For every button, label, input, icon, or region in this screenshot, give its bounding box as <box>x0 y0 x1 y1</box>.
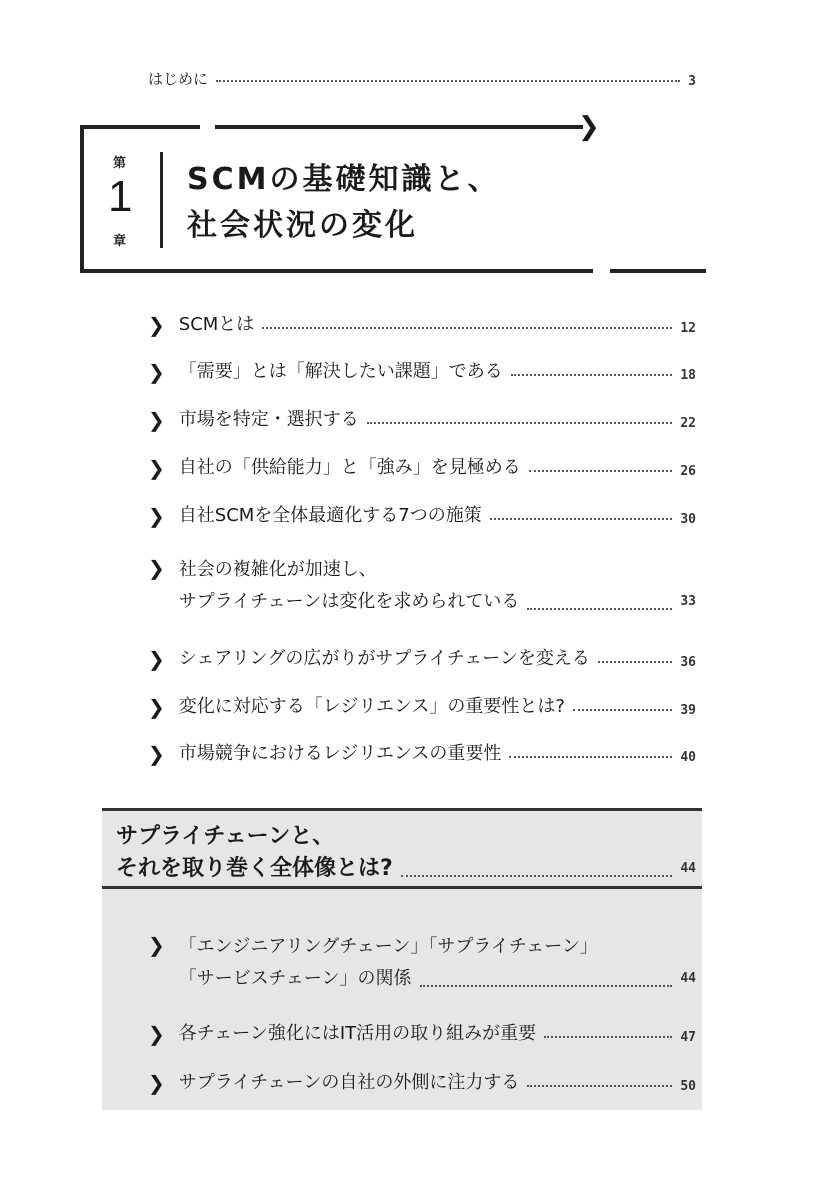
dot-leader <box>509 756 672 758</box>
toc-entry[interactable] <box>148 555 696 617</box>
toc-entry[interactable] <box>148 310 696 336</box>
entry-page-number: 47 <box>680 1030 696 1045</box>
chevron-right-icon: ❯ <box>148 456 165 480</box>
toc-entry[interactable] <box>148 692 696 718</box>
entry-title: 市場を特定・選択する <box>178 409 359 430</box>
entry-title: 自社SCMを全体最適化する7つの施策 <box>178 505 482 526</box>
section-page-number: 44 <box>680 861 696 876</box>
toc-entry[interactable] <box>148 405 696 431</box>
toc-entry[interactable] <box>148 739 696 765</box>
entry-title: 各チェーン強化にはIT活用の取り組みが重要 <box>178 1023 537 1044</box>
chapter-divider <box>160 152 163 248</box>
chevron-right-icon: ❯ <box>148 933 165 957</box>
chapter-title-line1: SCMの基礎知識と、 <box>187 162 501 197</box>
entry-title: 市場競争におけるレジリエンスの重要性 <box>178 743 502 764</box>
entry-title: サプライチェーンは変化を求められている <box>178 591 520 612</box>
dot-leader <box>527 1085 672 1087</box>
dot-leader <box>367 422 673 424</box>
entry-title-line1: 「エンジニアリングチェーン」「サプライチェーン」 <box>178 936 598 957</box>
chapter-title <box>187 157 500 249</box>
section-heading[interactable] <box>116 822 696 884</box>
toc-entry[interactable] <box>148 453 696 479</box>
dot-leader <box>511 374 673 376</box>
chapter-label-top: 第 <box>113 156 127 171</box>
toc-intro-row[interactable] <box>148 68 696 89</box>
chevron-right-icon: ❯ <box>148 556 165 580</box>
chevron-right-icon: ❯ <box>148 647 165 671</box>
entry-title-line1: 社会の複雑化が加速し、 <box>178 559 377 580</box>
chevron-right-icon: ❯ <box>148 1071 165 1095</box>
dot-leader <box>573 709 672 711</box>
entry-page-number: 50 <box>680 1079 696 1094</box>
dot-leader <box>544 1036 672 1038</box>
entry-title: 変化に対応する「レジリエンス」の重要性とは? <box>178 696 565 717</box>
chevron-right-icon: ❯ <box>148 360 165 384</box>
chevron-right-icon: ❯ <box>148 742 165 766</box>
chapter-frame-top-right <box>215 125 583 129</box>
section-title-line1: サプライチェーンと、 <box>116 824 335 849</box>
toc-entry[interactable] <box>148 357 696 383</box>
chevron-right-icon: ❯ <box>148 695 165 719</box>
entry-page-number: 12 <box>680 321 696 336</box>
chapter-frame-left <box>80 125 84 273</box>
chapter-number: 1 <box>108 172 133 221</box>
dot-leader <box>598 661 672 663</box>
entry-page-number: 30 <box>680 512 696 527</box>
entry-title: 「サービスチェーン」の関係 <box>178 968 412 989</box>
chapter-frame-top-left <box>80 125 200 129</box>
arrow-right-icon: ❯ <box>578 112 600 142</box>
dot-leader <box>420 985 673 987</box>
dot-leader <box>262 327 672 329</box>
entry-page-number: 22 <box>680 416 696 431</box>
chevron-right-icon: ❯ <box>148 504 165 528</box>
dot-leader <box>529 470 673 472</box>
entry-title: サプライチェーンの自社の外側に注力する <box>178 1072 520 1093</box>
chevron-right-icon: ❯ <box>148 313 165 337</box>
chevron-right-icon: ❯ <box>148 408 165 432</box>
entry-page-number: 36 <box>680 655 696 670</box>
section-bottom-rule <box>102 886 702 889</box>
toc-entry[interactable] <box>148 644 696 670</box>
entry-page-number: 40 <box>680 750 696 765</box>
dot-leader <box>490 518 673 520</box>
intro-page-number: 3 <box>688 74 696 89</box>
entry-page-number: 44 <box>680 971 696 986</box>
entry-page-number: 26 <box>680 464 696 479</box>
dot-leader <box>216 80 680 82</box>
entry-title: 自社の「供給能力」と「強み」を見極める <box>178 457 521 478</box>
toc-entry[interactable] <box>148 1019 696 1045</box>
entry-page-number: 33 <box>680 594 696 609</box>
entry-page-number: 39 <box>680 703 696 718</box>
entry-title: 「需要」とは「解決したい課題」である <box>178 361 503 382</box>
section-title: それを取り巻く全体像とは? <box>116 856 393 881</box>
intro-label: はじめに <box>148 70 209 88</box>
toc-entry[interactable] <box>148 501 696 527</box>
chapter-title-line2: 社会状況の変化 <box>187 208 418 243</box>
section-top-rule <box>102 808 702 811</box>
chapter-label-bottom: 章 <box>113 234 127 249</box>
chapter-frame-bottom-left <box>80 269 593 273</box>
chapter-frame-bottom-right <box>610 269 706 273</box>
entry-page-number: 18 <box>680 368 696 383</box>
dot-leader <box>527 608 672 610</box>
toc-entry[interactable] <box>148 1068 696 1094</box>
chevron-right-icon: ❯ <box>148 1022 165 1046</box>
dot-leader <box>401 875 673 877</box>
entry-title: SCMとは <box>178 314 255 335</box>
toc-entry[interactable] <box>148 932 696 994</box>
entry-title: シェアリングの広がりがサプライチェーンを変える <box>178 648 590 669</box>
